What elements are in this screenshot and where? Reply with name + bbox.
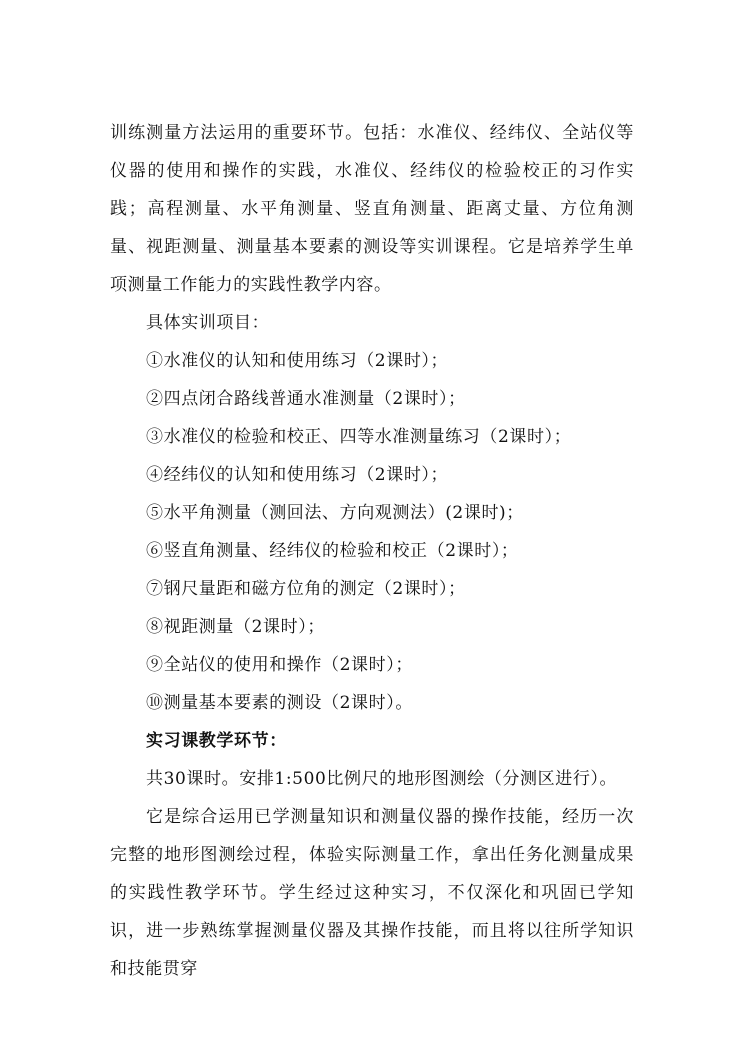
- section-heading: 实习课教学环节：: [146, 731, 287, 751]
- project-item-10: ⑩测量基本要素的测设（2课时）。: [146, 693, 413, 713]
- project-item-5: ⑤水平角测量（测回法、方向观测法）(2课时)；: [146, 503, 524, 523]
- project-item-4: ④经纬仪的认知和使用练习（2课时）；: [146, 465, 449, 485]
- project-item-6: ⑥竖直角测量、经纬仪的检验和校正（2课时）；: [146, 541, 519, 561]
- project-item-3: ③水准仪的检验和校正、四等水准测量练习（2课时）；: [146, 427, 572, 447]
- project-list: [110, 342, 634, 722]
- section-paragraph: 它是综合运用已学测量知识和测量仪器的操作技能，经历一次完整的地形图测绘过程，体验实际测量工作，拿出任务化测量成果的实践性教学环节。学生经过这种实习，不仅深化和巩固已学知识，进一步熟练掌握测量仪器及其操作技能，而且将以往所学知识和技能贯穿: [110, 807, 634, 979]
- section-line-1: 共30课时。安排1:500比例尺的地形图测绘（分测区进行）。: [146, 769, 618, 789]
- project-item-1: ①水准仪的认知和使用练习（2课时）；: [146, 351, 449, 371]
- intro-paragraph: 训练测量方法运用的重要环节。包括：水准仪、经纬仪、全站仪等仪器的使用和操作的实践，水准仪、经纬仪的检验校正的习作实践；高程测量、水平角测量、竖直角测量、距离丈量、方位角测量、视距测量、测量基本要素的测设等实训课程。它是培养学生单项测量工作能力的实践性教学内容。: [110, 123, 634, 295]
- project-item-7: ⑦钢尺量距和磁方位角的测定（2课时）；: [146, 579, 466, 599]
- project-item-2: ②四点闭合路线普通水准测量（2课时）；: [146, 389, 466, 409]
- project-item-8: ⑧视距测量（2课时）；: [146, 617, 325, 637]
- projects-intro: 具体实训项目：: [146, 313, 270, 333]
- text-body: [110, 114, 634, 988]
- project-item-9: ⑨全站仪的使用和操作（2课时）；: [146, 655, 413, 675]
